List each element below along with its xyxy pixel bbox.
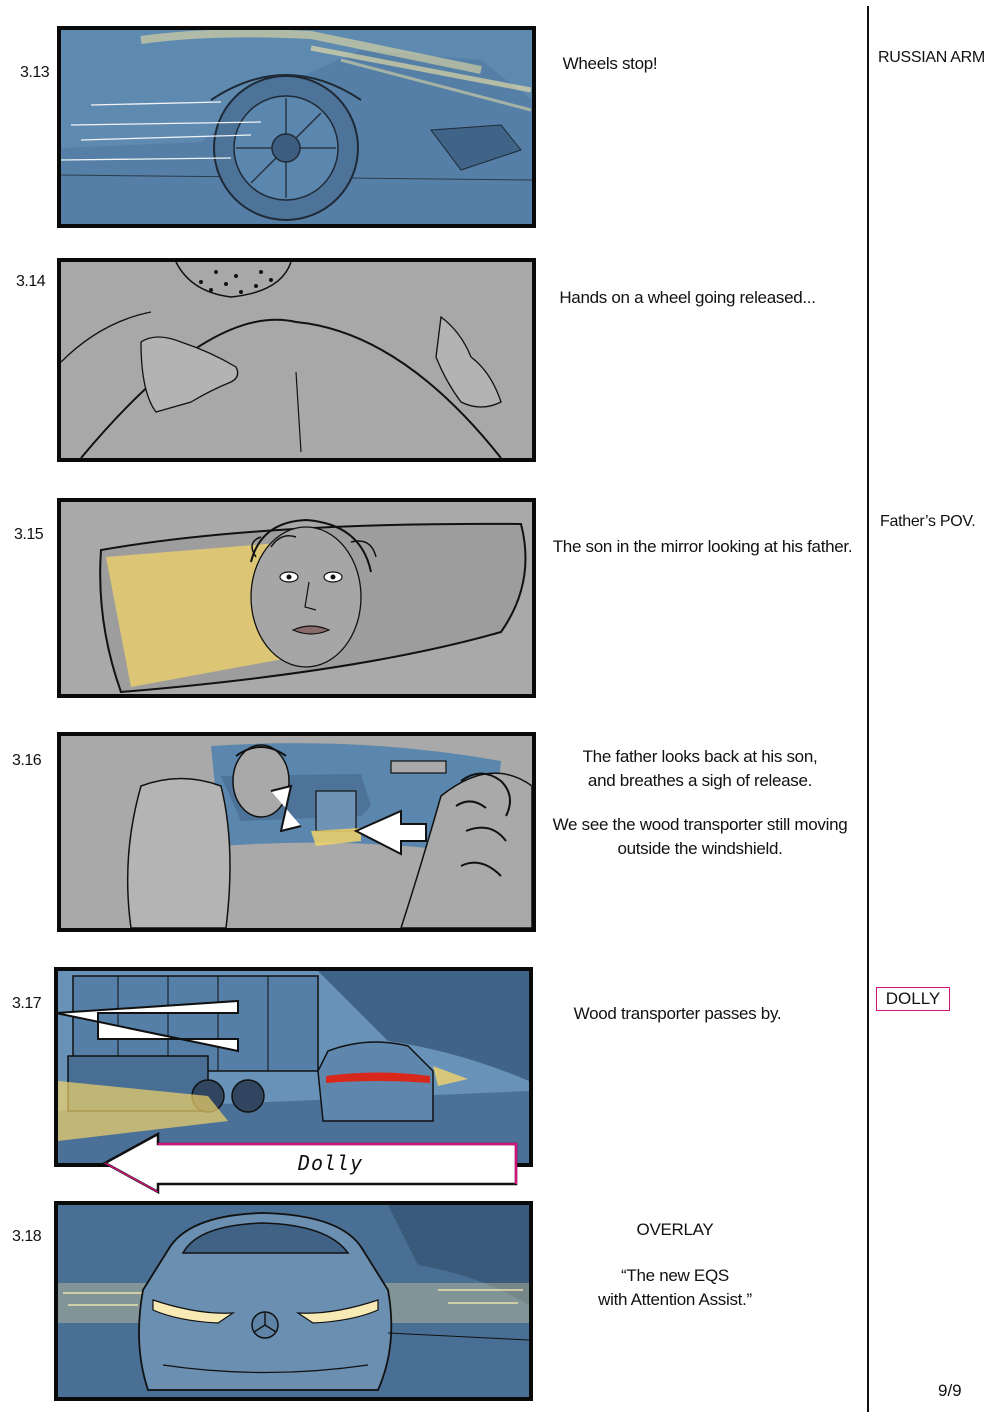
shot-number: 3.13: [20, 64, 50, 81]
storyboard-frame-father: [57, 732, 536, 932]
overlay-label: OVERLAY: [636, 1220, 714, 1239]
column-divider: [867, 6, 869, 1412]
shot-description: Wood transporter passes by.: [573, 1004, 782, 1023]
camera-note-dolly-badge: DOLLY: [876, 987, 950, 1011]
shot-description: Wheels stop!: [562, 54, 658, 73]
storyboard-frame-hands: [57, 258, 536, 462]
shot-description: The son in the mirror looking at his father.: [552, 537, 853, 556]
description-spacer: [545, 793, 855, 813]
description-line: outside the windshield.: [617, 839, 783, 858]
description-line: The father looks back at his son,: [582, 747, 818, 766]
description-line: with Attention Assist.”: [598, 1290, 752, 1309]
shot-number: 3.18: [12, 1228, 42, 1245]
camera-note: Father’s POV.: [880, 513, 976, 530]
storyboard-frame-eqs: [54, 1201, 533, 1401]
description-line: and breathes a sigh of release.: [587, 771, 813, 790]
storyboard-frame-mirror: [57, 498, 536, 698]
shot-number: 3.16: [12, 752, 42, 769]
shot-description-block: [545, 745, 855, 861]
shot-number: 3.14: [16, 273, 46, 290]
page-number: 9/9: [938, 1381, 962, 1400]
shot-number: 3.17: [12, 995, 42, 1012]
description-line: We see the wood transporter still moving: [552, 815, 848, 834]
description-line: “The new EQS: [621, 1266, 729, 1285]
shot-description: Hands on a wheel going released...: [559, 288, 816, 307]
storyboard-frame-wheel: [57, 26, 536, 228]
description-spacer: [570, 1242, 780, 1264]
camera-note: RUSSIAN ARM: [878, 49, 985, 66]
shot-number: 3.15: [14, 526, 44, 543]
dolly-arrow-label: Dolly: [298, 1151, 364, 1175]
shot-description-block: [570, 1218, 780, 1312]
